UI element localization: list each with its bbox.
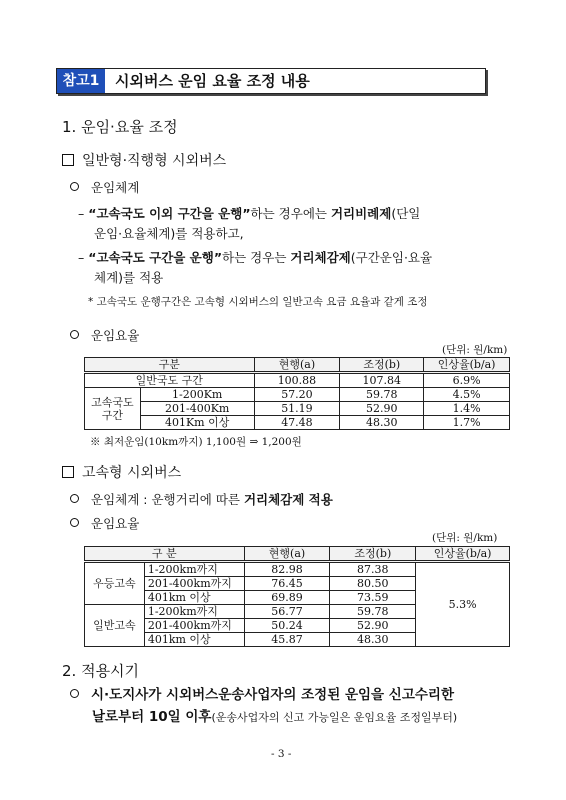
fare-system-item1-line2: 운임·요율체계)를 적용하고, — [94, 226, 244, 241]
subsection-express-title: 고속형 시외버스 — [62, 462, 181, 482]
fare-system-item2-line2: 체계)를 적용 — [94, 270, 164, 285]
col-header-rate: 인상율(b/a) — [424, 358, 510, 373]
fare-system-heading: 운임체계 — [70, 178, 139, 198]
table-row: 고속국도 구간 1-200Km 57.20 59.78 4.5% — [85, 388, 510, 402]
fare-system-item1: – “고속국도 이외 구간을 운행”하는 경우에는 거리비례제(단일 — [78, 206, 421, 221]
table-row: 우등고속 1-200km까지 82.98 87.38 5.3% — [85, 562, 510, 577]
common-rate: 5.3% — [416, 562, 510, 647]
col-header-adjusted: 조정(b) — [340, 358, 424, 373]
section1-title: 1. 운임·요율 조정 — [62, 118, 178, 136]
table-row: 401km 이상 69.89 73.59 — [85, 591, 510, 605]
fare-rate-heading: 운임요율 — [70, 326, 139, 346]
col-header-adjusted: 조정(b) — [330, 547, 416, 562]
express-fare-system: 운임체계 : 운행거리에 따른 거리체감제 적용 — [70, 490, 333, 510]
application-line2: 날로부터 10일 이후(운송사업자의 신고 가능일은 운임요율 조정일부터) — [92, 709, 458, 725]
circle-bullet-icon — [70, 494, 79, 503]
page-number: - 3 - — [271, 748, 292, 760]
unit-label: (단위: 원/km) — [432, 532, 498, 544]
square-bullet-icon — [62, 466, 74, 478]
fare-system-item2: – “고속국도 구간을 운행”하는 경우는 거리체감제(구간운임·요율 — [78, 250, 433, 265]
reference-badge: 참고1 — [57, 69, 105, 93]
circle-bullet-icon — [70, 182, 79, 191]
col-header-category: 구분 — [85, 358, 255, 373]
express-fare-table — [84, 546, 510, 647]
circle-bullet-icon — [70, 330, 79, 339]
table-row: 401Km 이상 47.48 48.30 1.7% — [85, 416, 510, 430]
page-title: 시외버스 운임 요율 조정 내용 — [115, 72, 310, 90]
table-row: 201-400Km 51.19 52.90 1.4% — [85, 402, 510, 416]
highway-note: * 고속국도 운행구간은 고속형 시외버스의 일반고속 요금 요율과 같게 조정 — [88, 296, 428, 308]
table-row: 401km 이상 45.87 48.30 — [85, 633, 510, 647]
col-header-category: 구 분 — [85, 547, 245, 562]
table-row: 일반고속 1-200km까지 56.77 59.78 — [85, 605, 510, 619]
col-header-current: 현행(a) — [244, 547, 330, 562]
application-line1: 시·도지사가 시외버스운송사업자의 조정된 운임을 신고수리한 — [70, 684, 454, 706]
unit-label: (단위: 원/km) — [442, 344, 508, 356]
minimum-fare-note: ※ 최저운임(10km까지) 1,100원 ⇒ 1,200원 — [90, 436, 302, 448]
group-label: 우등고속 — [85, 562, 145, 605]
section2-title: 2. 적용시기 — [62, 662, 140, 680]
express-fare-rate-heading: 운임요율 — [70, 514, 139, 534]
group-label: 고속국도 구간 — [85, 388, 141, 430]
subsection-general-title: 일반형·직행형 시외버스 — [62, 150, 226, 170]
title-box — [56, 68, 486, 94]
group-label: 일반고속 — [85, 605, 145, 647]
circle-bullet-icon — [70, 689, 79, 698]
table-row: 201-400km까지 50.24 52.90 — [85, 619, 510, 633]
fare-rate-table — [84, 357, 510, 430]
table-row: 201-400km까지 76.45 80.50 — [85, 577, 510, 591]
circle-bullet-icon — [70, 518, 79, 527]
col-header-rate: 인상율(b/a) — [416, 547, 510, 562]
square-bullet-icon — [62, 154, 74, 166]
col-header-current: 현행(a) — [254, 358, 340, 373]
table-row: 일반국도 구간 100.88 107.84 6.9% — [85, 373, 510, 388]
